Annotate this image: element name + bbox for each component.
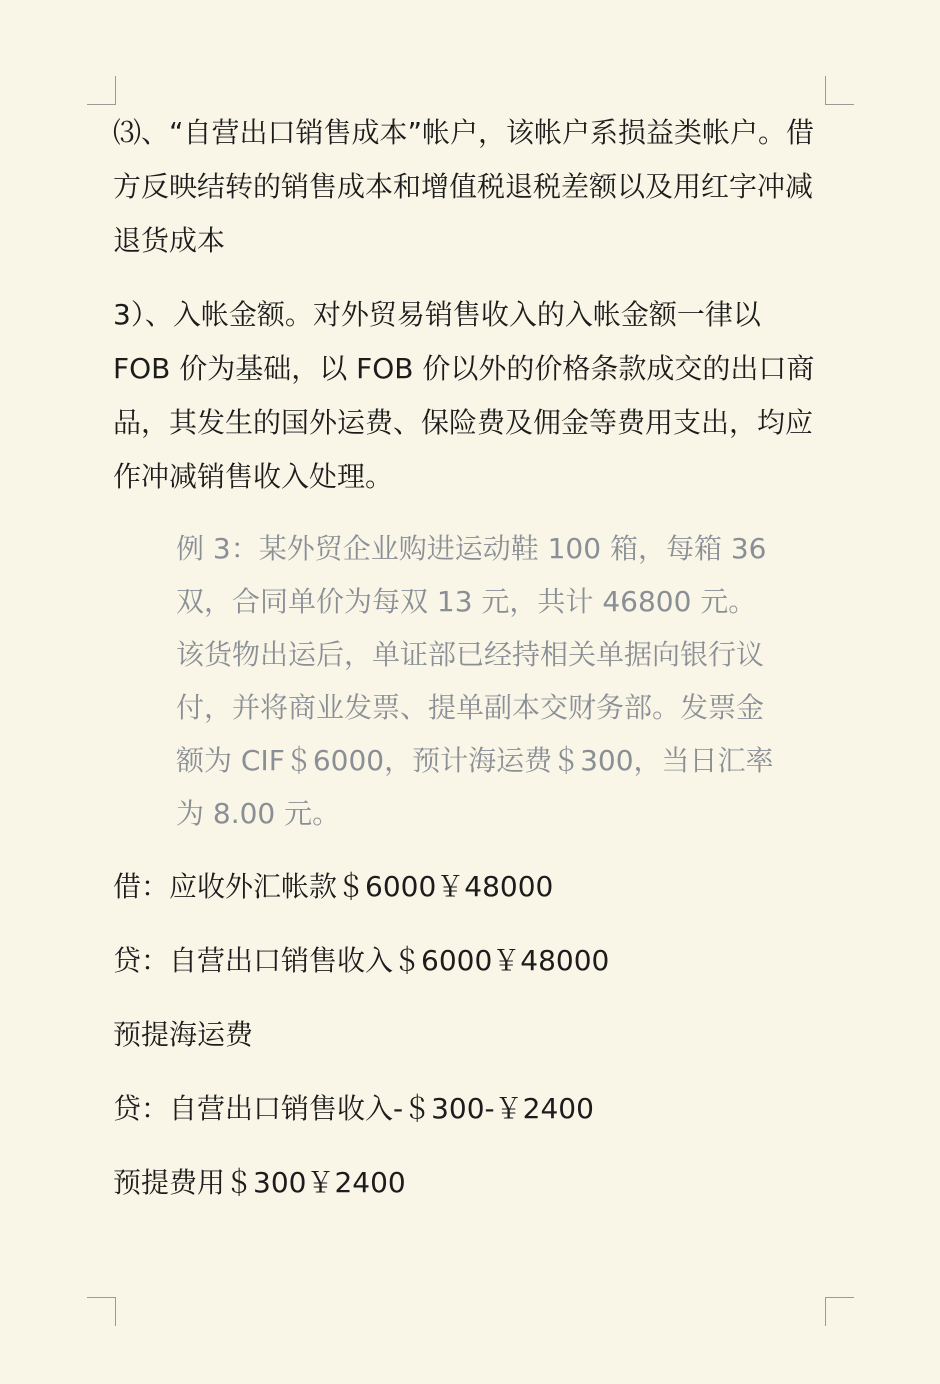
journal-entry-credit-freight: 贷：自营出口销售收入-＄300-￥2400 [113,1092,594,1125]
journal-entry-accrued-expense: 预提费用＄300￥2400 [113,1166,406,1199]
page-corner-mark-bottom-right [825,1297,854,1326]
paragraph-cost-account: ⑶、“自营出口销售成本”帐户，该帐户系损益类帐户。借方反映结转的销售成本和增值税退税差额以及用红字冲减退货成本 [113,116,815,257]
page-corner-mark-top-left [87,76,116,105]
example-line-2: 该货物出运后，单证部已经持相关单据向银行议付，并将商业发票、提单副本交财务部。发票金额为 CIF＄6000，预计海运费＄300，当日汇率为 8.00 元。 [176,638,774,830]
journal-entry-heading: 预提海运费 [113,1018,254,1051]
paragraph-entry-amount: 3）、入帐金额。对外贸易销售收入的入帐金额一律以 FOB 价为基础，以 FOB 价以外的价格条款成交的出口商品，其发生的国外运费、保险费及佣金等费用支出，均应作冲减销售收入处理。 [113,298,815,493]
journal-entry-debit: 借：应收外汇帐款＄6000￥48000 [113,870,554,903]
example-line-1: 例 3：某外贸企业购进运动鞋 100 箱，每箱 36 双，合同单价为每双 13 元，共计 46800 元。 [176,532,767,618]
example-block [113,522,776,840]
document-body [113,106,825,1210]
journal-entry-credit: 贷：自营出口销售收入＄6000￥48000 [113,944,610,977]
page-corner-mark-bottom-left [87,1297,116,1326]
page-corner-mark-top-right [825,76,854,105]
